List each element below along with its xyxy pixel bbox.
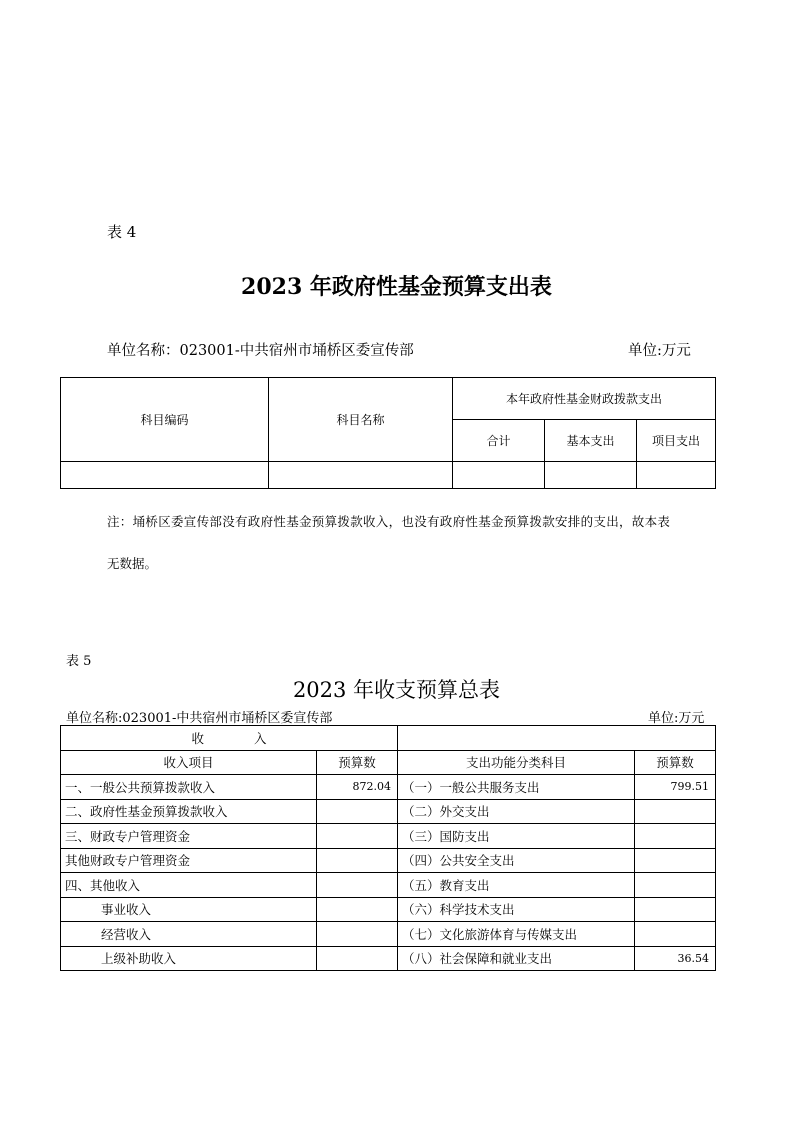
- table-row: [61, 922, 716, 947]
- expense-header-blank: [398, 726, 716, 751]
- table5: [60, 725, 716, 971]
- table4-label: 表 4: [107, 223, 137, 241]
- expense-amount: [635, 897, 716, 922]
- table4-unit: 单位:万元: [628, 343, 691, 359]
- income-amount: [317, 824, 398, 849]
- table-row: [61, 946, 716, 971]
- expense-item: （七）文化旅游体育与传媒支出: [398, 922, 635, 947]
- income-item: 二、政府性基金预算拨款收入: [61, 799, 317, 824]
- col-income-budget: 预算数: [317, 750, 398, 775]
- table4-unit-name: 单位名称：023001-中共宿州市埇桥区委宣传部: [107, 343, 414, 359]
- income-item: 事业收入: [61, 897, 317, 922]
- expense-amount: 36.54: [635, 946, 716, 971]
- income-header: 收 入: [61, 726, 398, 751]
- header-basic: 基本支出: [545, 420, 637, 462]
- expense-item: （三）国防支出: [398, 824, 635, 849]
- expense-item: （五）教育支出: [398, 873, 635, 898]
- expense-amount: [635, 799, 716, 824]
- income-item: 三、财政专户管理资金: [61, 824, 317, 849]
- table-row: [61, 775, 716, 800]
- income-amount: [317, 848, 398, 873]
- col-expense-category: 支出功能分类科目: [398, 750, 635, 775]
- col-expense-budget: 预算数: [635, 750, 716, 775]
- expense-item: （八）社会保障和就业支出: [398, 946, 635, 971]
- income-item: 一、一般公共预算拨款收入: [61, 775, 317, 800]
- expense-item: （一）一般公共服务支出: [398, 775, 635, 800]
- expense-item: （六）科学技术支出: [398, 897, 635, 922]
- income-amount: [317, 799, 398, 824]
- expense-item: （四）公共安全支出: [398, 848, 635, 873]
- expense-amount: 799.51: [635, 775, 716, 800]
- table-cell: [637, 462, 716, 489]
- table-row: [61, 799, 716, 824]
- table5-label: 表 5: [66, 654, 92, 669]
- header-fund-expenditure: 本年政府性基金财政拨款支出: [453, 378, 716, 420]
- col-income-item: 收入项目: [61, 750, 317, 775]
- table-cell: [545, 462, 637, 489]
- income-item: 其他财政专户管理资金: [61, 848, 317, 873]
- income-item: 四、其他收入: [61, 873, 317, 898]
- expense-amount: [635, 824, 716, 849]
- table4-note-continued: 无数据。: [107, 556, 158, 571]
- header-total: 合计: [453, 420, 545, 462]
- expense-amount: [635, 848, 716, 873]
- table5-title: 2023 年收支预算总表: [292, 678, 501, 702]
- table-row: [61, 897, 716, 922]
- table-cell: [453, 462, 545, 489]
- income-amount: [317, 922, 398, 947]
- income-item: 经营收入: [61, 922, 317, 947]
- expense-item: （二）外交支出: [398, 799, 635, 824]
- table-row: [61, 824, 716, 849]
- header-subject-name: 科目名称: [269, 378, 453, 462]
- expense-amount: [635, 873, 716, 898]
- table4-note: 注：埇桥区委宣传部没有政府性基金预算拨款收入，也没有政府性基金预算拨款安排的支出，故本表: [107, 514, 671, 529]
- table-row: [61, 873, 716, 898]
- income-amount: [317, 897, 398, 922]
- table4: [60, 377, 716, 489]
- header-project: 项目支出: [637, 420, 716, 462]
- header-subject-code: 科目编码: [61, 378, 269, 462]
- table-row: [61, 462, 716, 489]
- table4-title: 2023 年政府性基金预算支出表: [241, 274, 552, 300]
- expense-amount: [635, 922, 716, 947]
- income-amount: 872.04: [317, 775, 398, 800]
- income-amount: [317, 946, 398, 971]
- table5-unit: 单位:万元: [648, 711, 705, 726]
- table5-unit-name: 单位名称:023001-中共宿州市埇桥区委宣传部: [66, 711, 333, 726]
- table-cell: [61, 462, 269, 489]
- table-cell: [269, 462, 453, 489]
- income-amount: [317, 873, 398, 898]
- income-item: 上级补助收入: [61, 946, 317, 971]
- table-row: [61, 848, 716, 873]
